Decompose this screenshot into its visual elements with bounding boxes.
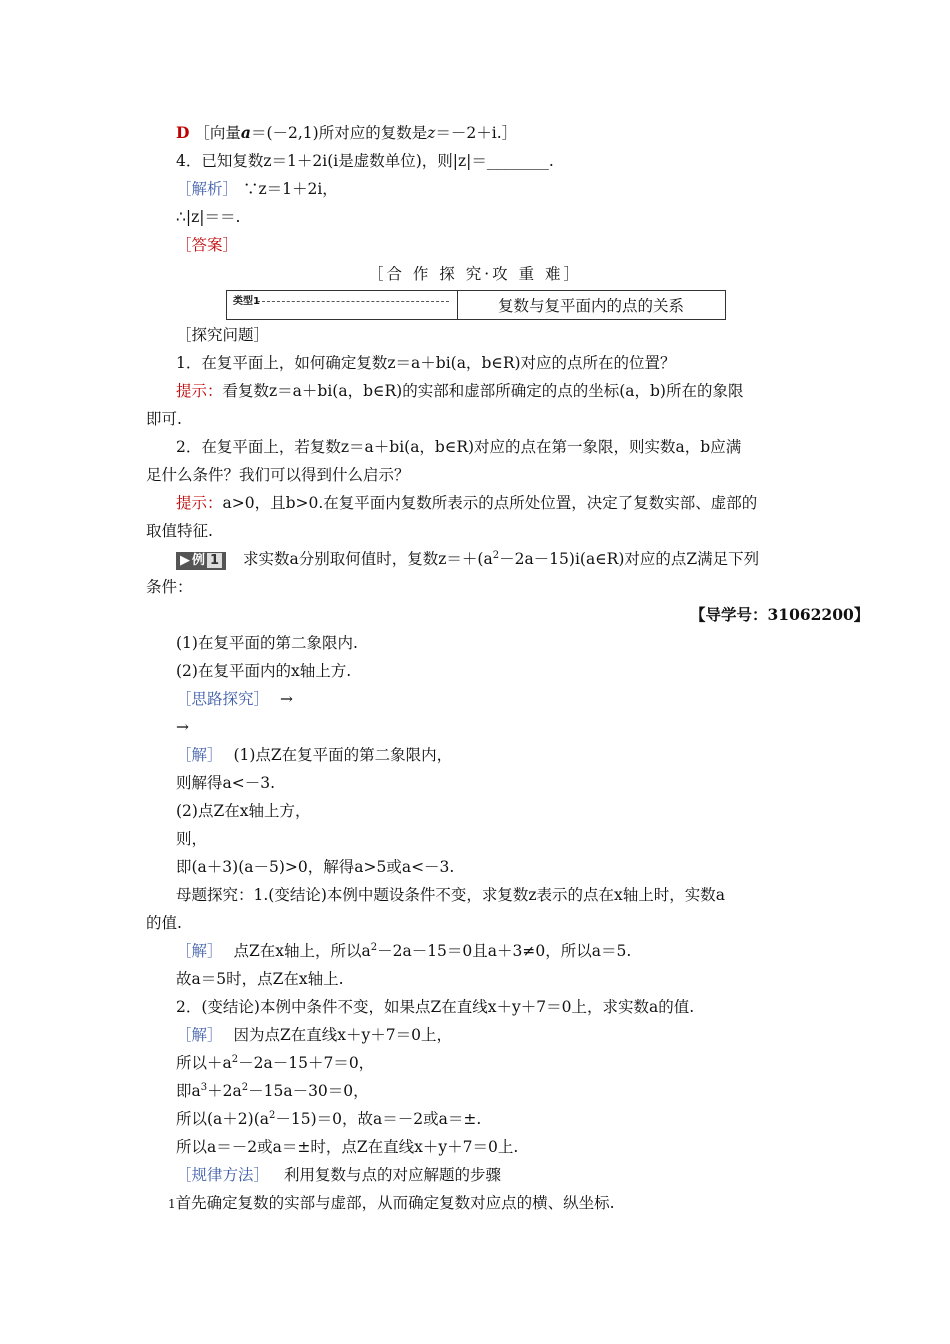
example-badge-num: 1 <box>207 553 222 568</box>
analysis-text: ∵z＝1＋2i， <box>242 180 338 198</box>
variant-2-step-3 <box>176 1080 369 1102</box>
type-box <box>226 290 726 320</box>
think-label: ［思路探究］ <box>176 690 270 708</box>
type-box-title: 复数与复平面内的点的关系 <box>497 297 684 315</box>
solution-3: (2)点Z在x轴上方， <box>176 802 311 820</box>
example-sup: 2 <box>492 549 500 561</box>
explore-heading: ［探究问题］ <box>176 326 270 344</box>
guide-number: 【导学号：31062200】 <box>690 605 870 624</box>
variant-1-sup: 2 <box>370 941 378 953</box>
vector-a: a <box>240 123 251 142</box>
answer-text-2: ＝(－2,1)所对应的复数是 <box>250 124 428 142</box>
example-badge <box>176 552 226 570</box>
method-title: 利用复数与点的对应解题的步骤 <box>283 1166 501 1184</box>
v2-s3-sup2: 2 <box>241 1081 249 1093</box>
play-icon: ▶ <box>180 553 190 568</box>
method-line <box>176 1164 501 1186</box>
variant-2-sol-1: 因为点Z在直线x＋y＋7＝0上， <box>233 1026 452 1044</box>
type-dash-line <box>257 301 449 302</box>
explore-q1: 1．在复平面上，如何确定复数z＝a＋bi(a，b∈R)对应的点所在的位置？ <box>176 354 676 372</box>
v2-s3-a: 即a <box>176 1082 201 1100</box>
variant-2-step-5: 所以a＝－2或a＝±时，点Z在直线x＋y＋7＝0上. <box>176 1138 519 1156</box>
hint-label-1: 提示： <box>176 382 223 400</box>
v2-s4-sup: 2 <box>269 1109 276 1121</box>
condition-1: (1)在复平面的第二象限内. <box>176 634 358 652</box>
solution-5: 即(a＋3)(a－5)>0，解得a>5或a<－3. <box>176 858 455 876</box>
think-line <box>176 688 293 710</box>
solution-1 <box>176 744 452 766</box>
variant-1-cont: 的值. <box>146 914 182 932</box>
explore-h1 <box>176 380 743 402</box>
method-step-text: 首先确定复数的实部与虚部，从而确定复数对应点的横、纵坐标. <box>175 1194 615 1212</box>
explore-q2-cont: 足什么条件？我们可以得到什么启示？ <box>146 466 410 484</box>
hint-1-text: 看复数z＝a＋bi(a，b∈R)的实部和虚部所确定的点的坐标(a，b)所在的象限 <box>222 382 744 400</box>
v2-s3-b: ＋2a <box>207 1082 242 1100</box>
v2-s3-c: －15a－30＝0， <box>248 1082 369 1100</box>
answer-line <box>176 122 517 144</box>
section-title: ［合 作 探 究·攻 重 难］ <box>367 265 583 283</box>
method-label: ［规律方法］ <box>176 1166 270 1184</box>
analysis-line <box>176 178 338 200</box>
v2-s2-a: 所以＋a <box>176 1054 232 1072</box>
variant-2-step-2 <box>176 1052 374 1074</box>
answer-text-1: ［向量 <box>194 124 241 142</box>
variant-1-solution <box>176 940 631 962</box>
explore-q2: 2．在复平面上，若复数z＝a＋bi(a，b∈R)对应的点在第一象限，则实数a，b应满 <box>176 438 742 456</box>
solution-label: ［解］ <box>176 746 223 764</box>
hint-label-2: 提示： <box>176 494 223 512</box>
type-box-left <box>227 291 458 319</box>
answer-text-3: ＝－2＋i.］ <box>435 124 518 142</box>
explore-h2 <box>176 492 757 514</box>
analysis-label: ［解析］ <box>176 180 239 198</box>
answer-var-z: z <box>427 124 436 142</box>
explore-h1-cont: 即可. <box>146 410 182 428</box>
variant-2-step-4 <box>176 1108 481 1130</box>
example-text-a: 求实数a分别取何值时，复数z＝＋(a <box>243 550 493 568</box>
v2-s4-a: 所以(a＋2)(a <box>176 1110 269 1128</box>
arrow-line: → <box>176 718 189 736</box>
therefore-line: ∴|z|＝＝. <box>176 208 241 226</box>
v2-s4-b: －15)＝0，故a＝－2或a＝±. <box>275 1110 482 1128</box>
answer-choice: D <box>176 123 190 142</box>
method-step-1 <box>168 1192 615 1215</box>
solution-1-text: (1)点Z在复平面的第二象限内， <box>233 746 453 764</box>
example-1-line <box>176 548 759 570</box>
type-tag: 类型1 <box>233 296 260 307</box>
condition-2: (2)在复平面内的x轴上方. <box>176 662 352 680</box>
arrow-right-icon: → <box>279 690 293 708</box>
variant-2-solution-label: ［解］ <box>176 1026 223 1044</box>
explore-h2-cont: 取值特征. <box>146 522 213 540</box>
solution-4: 则， <box>176 830 208 848</box>
example-text-cont: 条件： <box>146 578 193 596</box>
v2-s2-b: －2a－15＋7＝0， <box>238 1054 375 1072</box>
variant-1-sol-b: －2a－15＝0且a＋3≠0，所以a＝5. <box>377 942 632 960</box>
variant-1: 母题探究：1.(变结论)本例中题设条件不变，求复数z表示的点在x轴上时，实数a <box>176 886 726 904</box>
solution-2: 则解得a<－3. <box>176 774 276 792</box>
example-badge-label: 例 <box>192 553 206 568</box>
variant-1-sol-a: 点Z在x轴上，所以a <box>233 942 371 960</box>
method-step-num: 1 <box>168 1197 176 1211</box>
hint-2-text: a>0，且b>0.在复平面内复数所表示的点所处位置，决定了复数实部、虚部的 <box>222 494 758 512</box>
variant-1-solution-label: ［解］ <box>176 942 223 960</box>
question-4: 4．已知复数z＝1＋2i(i是虚数单位)，则|z|＝________. <box>176 152 554 170</box>
variant-2-solution <box>176 1024 452 1046</box>
v2-s3-sup1: 3 <box>200 1081 208 1093</box>
variant-2: 2．(变结论)本例中条件不变，如果点Z在直线x＋y＋7＝0上，求实数a的值. <box>176 998 695 1016</box>
answer-label: ［答案］ <box>176 236 239 254</box>
variant-1-conclusion: 故a＝5时，点Z在x轴上. <box>176 970 344 988</box>
v2-s2-sup: 2 <box>231 1053 239 1065</box>
example-text-b: －2a－15)i(a∈R)对应的点Z满足下列 <box>499 550 760 568</box>
